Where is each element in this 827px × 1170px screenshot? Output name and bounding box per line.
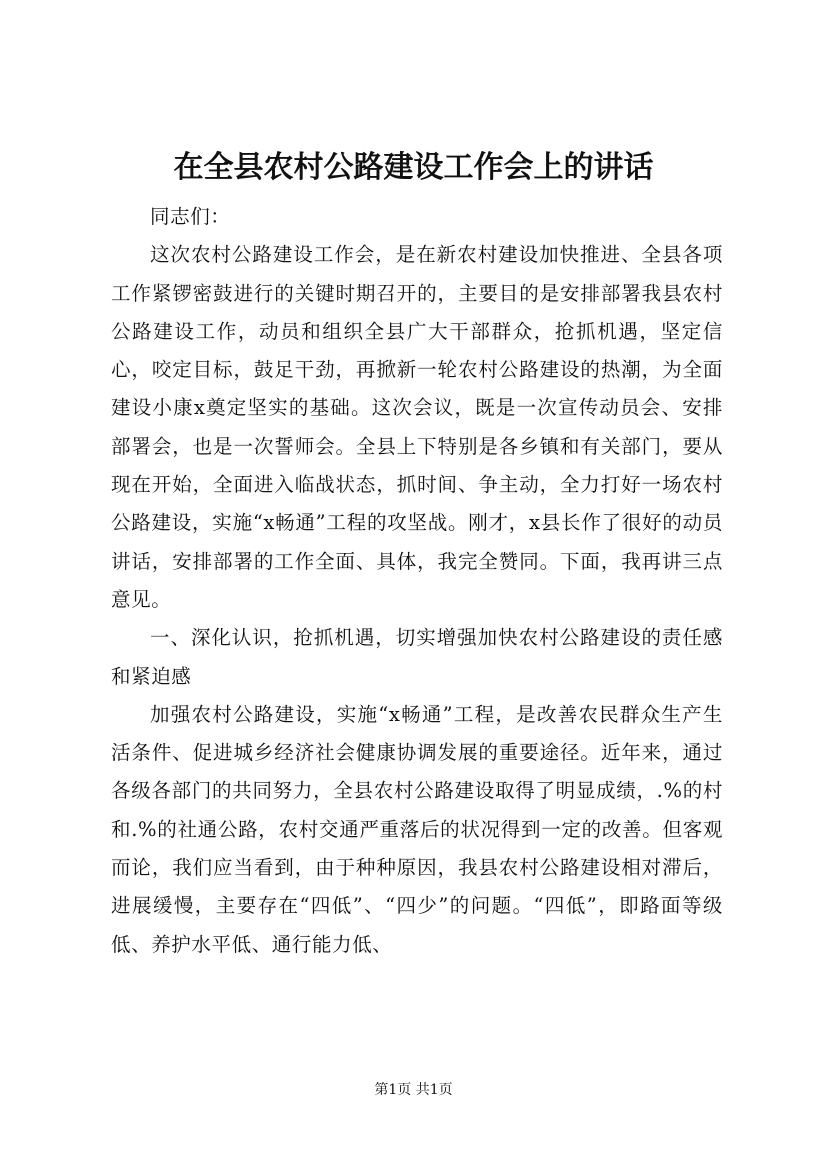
paragraph-1: 这次农村公路建设工作会，是在新农村建设加快推进、全县各项工作紧锣密鼓进行的关键时期召开的，主要目的是安排部署我县农村公路建设工作，动员和组织全县广大干部群众，抢抓机遇，坚定信心，咬定目标，鼓足干劲，再掀新一轮农村公路建设的热潮，为全面建设小康x奠定坚实的基础。这次会议，既是一次宣传动员会、安排部署会，也是一次誓师会。全县上下特别是各乡镇和有关部门，要从现在开始，全面进入临战状态，抓时间、争主动，全力打好一场农村公路建设，实施“x畅通”工程的攻坚战。刚才，x县长作了很好的动员讲话，安排部署的工作全面、具体，我完全赞同。下面，我再讲三点意见。 <box>111 243 723 611</box>
page-footer: 第1页 共1页 <box>374 1082 453 1098</box>
salutation: 同志们： <box>150 205 231 228</box>
paragraph-2: 加强农村公路建设，实施“x畅通”工程，是改善农民群众生产生活条件、促进城乡经济社会健康协调发展的重要途径。近年来，通过各级各部门的共同努力，全县农村公路建设取得了明显成绩，.%的村和.%的社通公路，农村交通严重落后的状况得到一定的改善。但客观而论，我们应当看到，由于种种原因，我县农村公路建设相对滞后，进展缓慢，主要存在“四低”、“四少”的问题。“四低”，即路面等级低、养护水平低、通行能力低、 <box>111 702 723 956</box>
document-body <box>111 198 723 964</box>
document-title: 在全县农村公路建设工作会上的讲话 <box>173 150 654 185</box>
section-heading-1: 一、深化认识，抢抓机遇，切实增强加快农村公路建设的责任感和紧迫感 <box>111 626 723 688</box>
